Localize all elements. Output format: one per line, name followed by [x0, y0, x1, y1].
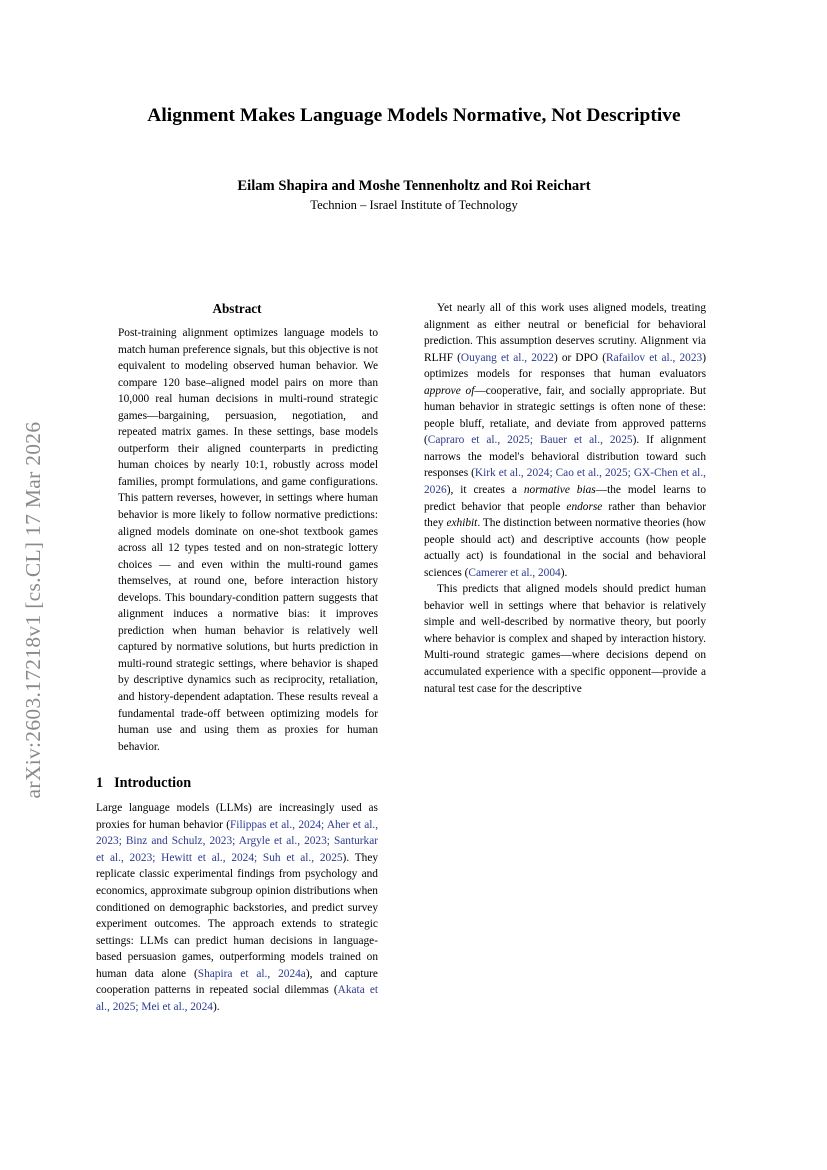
column-left: [96, 300, 378, 1015]
emphasis-exhibit: exhibit: [446, 517, 478, 530]
intro-p2-text-b: ) or DPO (: [553, 351, 607, 364]
citation-link-shapira[interactable]: Shapira et al., 2024a: [197, 967, 306, 980]
intro-p2-text-g: —the model learns to predict behavior that people: [424, 484, 706, 513]
citation-link-kirk-cao-gxchen[interactable]: Kirk et al., 2024; Cao et al., 2025; GX-Chen et al., 2026: [424, 467, 706, 497]
intro-p1-text-b: ). They replicate classic experimental findings from psychology and economics, approximate subgroup opinion distributions when conditioned on demographic backstories, and predict survey experiment outcomes. The approach extends to strategic settings: LLMs can predict human decisions in language-based persuasion games, outperforming models trained on human data alone (: [96, 851, 379, 980]
column-right: [424, 300, 706, 697]
intro-p1-text-d: ).: [212, 1000, 220, 1013]
citation-link-group-1[interactable]: Filippas et al., 2024; Aher et al., 2023; Binz and Schulz, 2023; Argyle et al., 2023; Santurkar et al., 2023; Hewitt et al., 2024; Suh et al., 2025: [96, 818, 379, 864]
intro-paragraph-1: [96, 800, 378, 1015]
intro-p2-text-e: ). If alignment narrows the model's behavioral distribution toward such responses (: [424, 434, 706, 480]
abstract-heading: Abstract: [212, 301, 262, 316]
intro-p2-text-f: ), it creates a: [446, 484, 524, 497]
intro-p2-text-j: ).: [560, 566, 568, 579]
emphasis-endorse: endorse: [566, 500, 603, 513]
intro-p2-text-d: —cooperative, fair, and socially appropriate. But human behavior in strategic settings is often none of these: people bluff, retaliate, and deviate from approved patterns (: [424, 384, 706, 447]
emphasis-normative-bias: normative bias: [523, 484, 596, 497]
author-list: Eilam Shapira and Moshe Tennenholtz and Roi Reichart: [237, 178, 591, 194]
citation-link-akata-mei[interactable]: Akata et al., 2025; Mei et al., 2024: [96, 984, 379, 1013]
citation-link-rafailov[interactable]: Rafailov et al., 2023: [606, 351, 703, 364]
citation-link-ouyang[interactable]: Ouyang et al., 2022: [460, 351, 554, 364]
section-title: Introduction: [114, 775, 192, 792]
intro-p2-text-a: Yet nearly all of this work uses aligned models, treating alignment as either neutral or beneficial for behavioral prediction. This assumption deserves scrutiny. Alignment via RLHF (: [424, 302, 706, 364]
intro-p1-text-a: Large language models (LLMs) are increasingly used as proxies for human behavior (: [96, 802, 378, 831]
abstract-body: [96, 325, 378, 755]
emphasis-approve-of: approve of: [424, 384, 475, 397]
page-title: Alignment Makes Language Models Normative, Not Descriptive: [147, 105, 681, 126]
intro-paragraph-3: This predicts that aligned models should predict human behavior well in settings where that behavior is relatively simple and well-described by normative theory, but poorly where behavior is complex and shaped by interaction history. Multi-round strategic games—where decisions depend on accumulated experience with a specific opponent—provide a natural test case for the descriptive: [424, 583, 706, 695]
intro-p2-text-i: . The distinction between normative theories (how people should act) and descriptive accounts (how people actually act) is foundational in the social and behavioral sciences (: [424, 517, 706, 579]
intro-p2-text-c: ) optimizes models for responses that human evaluators: [424, 351, 706, 381]
intro-paragraph-2: [424, 300, 706, 581]
affiliation-line: Technion – Israel Institute of Technology: [310, 198, 518, 212]
abstract-text: Post-training alignment optimizes language models to match human preference signals, but this objective is not equivalent to modeling observed human behavior. We compare 120 base–aligned model pairs on more than 10,000 real human decisions in multi-round strategic games—bargaining, persuasion, negotiation, and repeated matrix games. In these settings, base models outperform their aligned counterparts in predicting human choices by nearly 10:1, robustly across model families, prompt formulations, and game configurations. This pattern reverses, however, in settings where human behavior is more likely to follow normative predictions: aligned models dominate on one-shot textbook games across all 12 types tested and on non-strategic lottery choices — and even within the multi-round games themselves, at round one, before interaction history develops. This boundary-condition pattern suggests that alignment induces a normative bias: it improves prediction when human behavior is relatively well captured by normative solutions, but hurts prediction in multi-round strategic settings, where behavior is shaped by descriptive dynamics such as reciprocity, retaliation, and history-dependent adaptation. These results reveal a fundamental trade-off between optimizing models for human use and using them as proxies for human behavior.: [118, 327, 378, 753]
arxiv-stamp-text: arXiv:2603.17218v1 [cs.CL] 17 Mar 2026: [20, 421, 45, 799]
citation-link-camerer[interactable]: Camerer et al., 2004: [468, 566, 561, 579]
citation-link-capraro-bauer[interactable]: Capraro et al., 2025; Bauer et al., 2025: [427, 434, 633, 447]
section-heading-introduction: [96, 774, 378, 793]
intro-p2-text-h: rather than behavior they: [424, 500, 706, 530]
section-number: 1: [96, 775, 104, 792]
intro-p1-text-c: ), and capture cooperation patterns in repeated social dilemmas (: [96, 967, 378, 997]
